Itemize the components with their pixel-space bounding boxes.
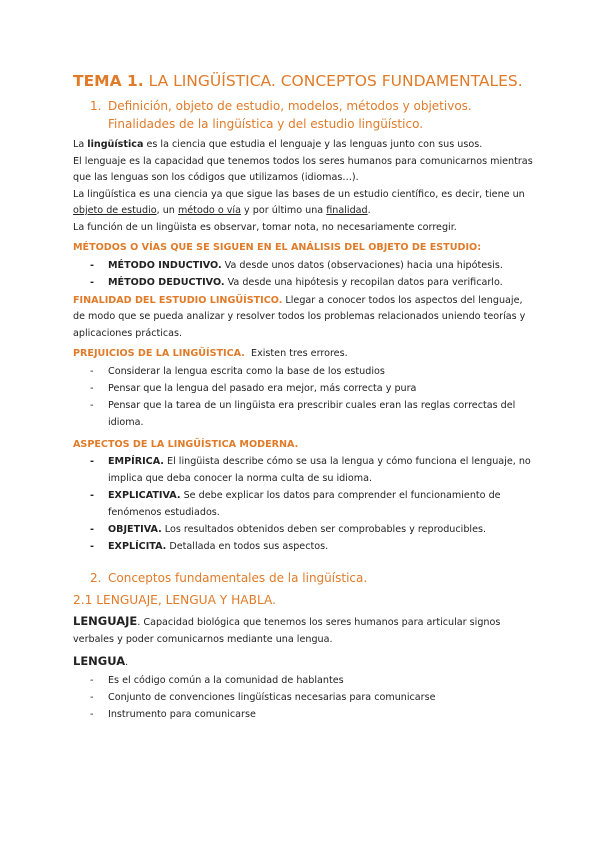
lengua-label: LENGUA — [73, 654, 126, 668]
bullet-dash: - — [90, 365, 94, 377]
text-run: . — [125, 657, 129, 668]
list-item — [73, 538, 533, 555]
bullet-dash: - — [90, 399, 94, 411]
finalidad-paragraph — [73, 293, 533, 343]
item-text: Pensar que la lengua del pasado era mejor, más correcta y pura — [108, 382, 417, 394]
list-item — [73, 274, 533, 291]
aspectos-list — [73, 453, 533, 555]
prejuicios-list — [73, 363, 533, 431]
list-item — [73, 487, 533, 521]
section-1-text: Definición, objeto de estudio, modelos, métodos y objetivos. Finalidades de la lingüística y del estudio lingüístico. — [108, 99, 472, 131]
item-text: Va desde una hipótesis y recopilan datos para verificarlo. — [224, 276, 503, 288]
term-linguistica: lingüística — [87, 139, 144, 150]
item-text: Instrumento para comunicarse — [108, 708, 256, 720]
section-2-text: Conceptos fundamentales de la lingüística. — [108, 571, 368, 585]
underlined-objeto: objeto de estudio — [73, 205, 157, 216]
text-run: La — [73, 139, 88, 150]
item-text: Va desde unos datos (observaciones) hacia una hipótesis. — [221, 259, 503, 271]
item-text: Considerar la lengua escrita como la base de los estudios — [108, 365, 385, 377]
item-label: EXPLÍCITA. — [108, 541, 167, 552]
intro-paragraph-4: La función de un lingüista es observar, tomar nota, no necesariamente corregir. — [73, 221, 457, 233]
lengua-paragraph — [73, 652, 533, 672]
list-item — [73, 521, 533, 538]
text-run: es la ciencia que estudia el lenguaje y las lenguas junto con sus usos. — [143, 139, 483, 150]
metodos-heading: MÉTODOS O VÍAS QUE SE SIGUEN EN EL ANÁLISIS DEL OBJETO DE ESTUDIO: — [73, 242, 482, 253]
bullet-dash: - — [90, 691, 94, 703]
prejuicios-intro: Existen tres errores. — [244, 348, 348, 359]
document-title — [73, 70, 533, 92]
list-item — [73, 453, 533, 487]
bullet-dash: - — [90, 524, 94, 535]
bullet-dash: - — [90, 456, 94, 467]
lengua-list — [73, 672, 533, 723]
item-label: EXPLICATIVA. — [108, 490, 181, 501]
item-label: OBJETIVA. — [108, 524, 162, 535]
section-2-1-heading: 2.1 LENGUAJE, LENGUA Y HABLA. — [73, 593, 277, 607]
item-text: Conjunto de convenciones lingüísticas necesarias para comunicarse — [108, 691, 436, 703]
finalidad-text: Llegar a conocer todos los aspectos del lenguaje, de modo que se pueda analizar y resolver todos los problemas relacionados uniendo teorías y aplicaciones prácticas. — [73, 294, 526, 339]
list-item — [73, 257, 533, 274]
bullet-dash: - — [90, 708, 94, 720]
item-label: MÉTODO INDUCTIVO. — [108, 259, 222, 271]
bullet-dash: - — [90, 490, 94, 501]
underlined-metodo: método o vía — [177, 205, 241, 216]
title-tema: TEMA 1. — [73, 72, 144, 90]
intro-paragraph-1 — [73, 137, 533, 154]
text-run: , un — [156, 205, 178, 216]
text-run: y por último una — [240, 205, 327, 216]
lenguaje-paragraph — [73, 612, 533, 648]
list-item — [73, 689, 533, 706]
list-item — [73, 706, 533, 723]
list-item — [73, 363, 533, 380]
section-1-number: 1. — [90, 99, 102, 113]
item-label: EMPÍRICA. — [108, 456, 164, 467]
lenguaje-label: LENGUAJE — [73, 614, 138, 628]
aspectos-heading: ASPECTOS DE LA LINGÜÍSTICA MODERNA. — [73, 438, 299, 450]
list-item — [73, 380, 533, 397]
finalidad-heading: FINALIDAD DEL ESTUDIO LINGÜÍSTICO. — [73, 294, 283, 306]
item-text: Pensar que la tarea de un lingüista era prescribir cuales eran las reglas correctas del idioma. — [108, 399, 516, 428]
prejuicios-paragraph — [73, 346, 533, 363]
bullet-dash: - — [90, 541, 94, 552]
intro-paragraph-3 — [73, 187, 533, 220]
bullet-dash: - — [90, 259, 94, 271]
item-text: El lingüista describe cómo se usa la lengua y cómo funciona el lenguaje, no implica que deba conocer la norma culta de su idioma. — [108, 456, 531, 484]
prejuicios-heading: PREJUICIOS DE LA LINGÜÍSTICA. — [73, 348, 245, 359]
section-2-heading — [73, 569, 533, 587]
section-2-number: 2. — [90, 571, 102, 585]
underlined-finalidad: finalidad — [326, 205, 368, 216]
item-text: Detallada en todos sus aspectos. — [166, 541, 329, 552]
text-run: La lingüística es una ciencia ya que sigue las bases de un estudio científico, es decir, tiene un — [73, 188, 525, 200]
list-item — [73, 397, 533, 431]
section-1-heading — [73, 97, 533, 133]
metodos-list — [73, 257, 533, 291]
text-run: . — [367, 205, 371, 216]
item-text: Es el código común a la comunidad de hablantes — [108, 674, 344, 686]
item-label: MÉTODO DEDUCTIVO. — [108, 276, 225, 288]
lenguaje-text: . Capacidad biológica que tenemos los seres humanos para articular signos verbales y poder comunicarnos mediante una lengua. — [73, 617, 501, 645]
intro-paragraph-2: El lenguaje es la capacidad que tenemos todos los seres humanos para comunicarnos mientras que las lenguas son los códigos que utilizamos (idiomas…). — [73, 155, 533, 183]
list-item — [73, 672, 533, 689]
item-text: Los resultados obtenidos deben ser comprobables y reproducibles. — [161, 524, 487, 535]
item-text: Se debe explicar los datos para comprender el funcionamiento de fenómenos estudiados. — [108, 490, 501, 518]
bullet-dash: - — [90, 276, 94, 288]
bullet-dash: - — [90, 382, 94, 394]
document-page — [73, 70, 533, 723]
bullet-dash: - — [90, 674, 94, 686]
title-rest: LA LINGÜÍSTICA. CONCEPTOS FUNDAMENTALES. — [143, 72, 523, 90]
